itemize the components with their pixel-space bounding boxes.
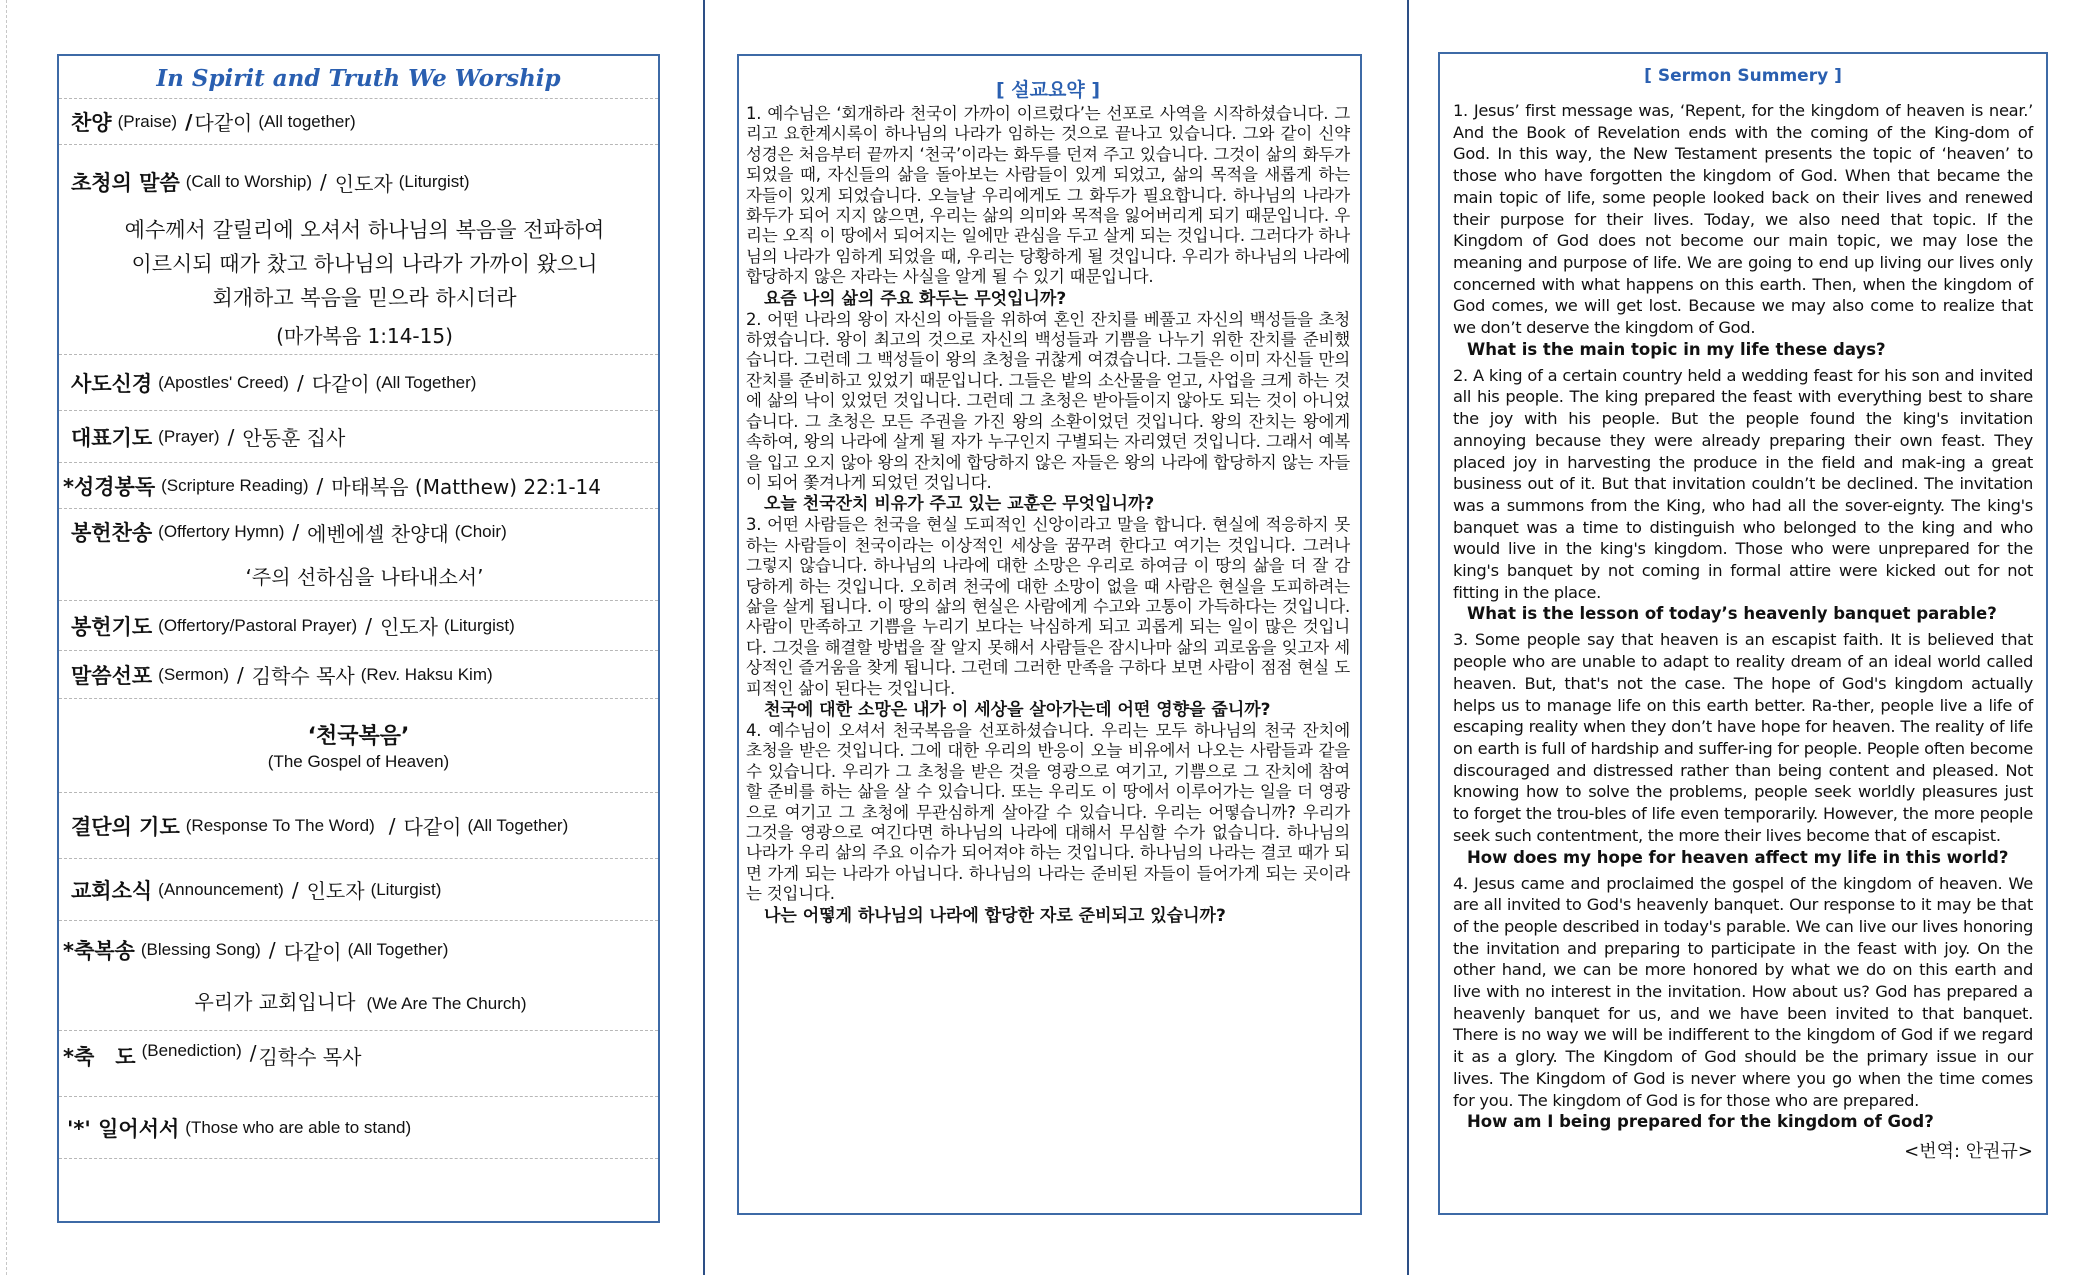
item-name: '*' 일어서서 [67, 1116, 180, 1141]
worship-item-response [59, 792, 658, 858]
item-separator: / [268, 938, 276, 962]
item-name-en: (Benediction) [141, 1041, 242, 1060]
item-leader-en: (Rev. Haksu Kim) [360, 664, 493, 684]
item-separator: / [292, 520, 300, 544]
worship-item-apostles-creed [59, 354, 658, 410]
item-leader: 다같이 [194, 111, 253, 135]
item-name-en: (Announcement) [158, 879, 284, 899]
stand-note [59, 1096, 658, 1158]
summary-question-3: How does my hope for heaven affect my life in this world? [1467, 847, 2009, 867]
sermon-summary-korean [737, 54, 1362, 1215]
summary-paragraph-3: 3. 어떤 사람들은 천국을 현실 도피적인 신앙이라고 말을 합니다. 현실에 적응하지 못하는 사람들이 천국이라는 이상적인 세상을 꿈꾸려 한다고 여기는 것입니다. 그러나 그렇지 않습니다. 하나님의 나라에 대한 소망은 우리로 하여금 이 땅의 삶을 더 잘 감당하게 하는 것입니다. 오히려 천국에 대한 소망이 없을 때 사람은 현실을 도피하려는 삶을 살게 됩니다. 이 땅의 삶의 현실은 사람에게 수고와 고통이 가득하다는 것입니다. 사람이 만족하고 기쁨을 누리기 보다는 낙심하게 되고 괴롭게 되는 일이 많은 것입니다. 그것을 해결할 방법을 잘 알지 못해서 사람들은 잠시나마 삶의 괴로움을 잊고자 세상적인 즐거움을 찾게 됩니다. 그런데 그러한 만족을 구하다 보면 사람이 점점 현실 도피적인 삶이 된다는 것입니다. [746, 515, 1350, 698]
summary-paragraph-1: 1. Jesus’ first message was, ‘Repent, for the kingdom of heaven is near.’ And the Book of Revelation ends with the coming of the King-dom of God. In this way, the New Testament presents the topic of ‘heaven’ to those who have forgotten the kingdom of God. When that became the main topic of life, some people looked back on their lives and renewed their purpose for their lives. Today, we also need that topic. If the Kingdom of God does not become our main topic, we may lose the meaning and purpose of life. We are going to end up living our lives only concerned with what happens on this earth. Then, when the kingdom of God comes, we will get lost. Because we may also come to realize that we don’t deserve the kingdom of God. [1453, 101, 2033, 338]
item-separator: / [237, 662, 244, 687]
item-leader: 인도자 [334, 171, 393, 196]
item-separator: / [296, 370, 304, 395]
summary-question-1: What is the main topic in my life these days? [1467, 339, 1886, 359]
worship-title: In Spirit and Truth We Worship [156, 65, 561, 92]
summary-question-3: 천국에 대한 소망은 내가 이 세상을 살아가는데 어떤 영향을 줍니까? [764, 699, 1271, 720]
item-name: 봉헌찬송 [71, 521, 153, 545]
fold-line-2 [1407, 0, 1409, 1275]
summary-title-ko: [ 설교요약 ] [995, 79, 1100, 101]
worship-item-call-to-worship [59, 144, 658, 354]
item-leader: 다같이 [403, 815, 462, 839]
item-leader: 인도자 [379, 615, 438, 639]
blessing-song-name: 우리가 교회입니다 [194, 990, 356, 1014]
blessing-song-name-en: (We Are The Church) [366, 994, 527, 1013]
item-separator: / [388, 813, 396, 838]
item-name-en: (Scripture Reading) [161, 475, 309, 495]
summary-question-2: What is the lesson of today’s heavenly banquet parable? [1467, 604, 1997, 624]
item-leader-en: (All Together) [467, 815, 569, 835]
item-name: 말씀선포 [71, 663, 153, 688]
item-leader: 다같이 [311, 372, 370, 396]
sermon-summary-english [1438, 52, 2048, 1215]
verse-line: 예수께서 갈릴리에 오셔서 하나님의 복음을 전파하여 [124, 218, 605, 242]
item-name: 찬양 [71, 110, 112, 135]
summary-question-2: 오늘 천국잔치 비유가 주고 있는 교훈은 무엇입니까? [764, 494, 1155, 515]
item-leader-en: (All together) [258, 111, 356, 131]
sermon-title-block [59, 698, 658, 792]
summary-paragraph-4: 4. 예수님이 오셔서 천국복음을 선포하셨습니다. 우리는 모두 하나님의 천국 잔치에 초청을 받은 것입니다. 그에 대한 우리의 반응이 오늘 비유에서 나오는 사람들과 같을 수 있습니다. 우리가 그 초청을 받은 것을 영광으로 여기고, 기쁨으로 그 잔치에 참여할 준비를 하는 삶을 살 수 있습니다. 또는 우리도 이 땅에서 이루어가는 일을 더 영광으로 여기고 그 초청에 무관심하게 살아갈 수 있습니다. 우리는 어떻습니까? 우리가 그것을 영광으로 여긴다면 하나님의 나라에 대해서 무심할 수가 없습니다. 하나님의 나라가 우리 삶의 주요 이슈가 되어져야 하는 것입니다. 하나님의 나라는 결코 때가 되면 가게 되는 나라가 아닙니다. 하나님의 나라는 준비된 자들이 들어가게 되는 곳이라는 것입니다. [746, 720, 1350, 904]
blessing-song-title [63, 979, 658, 1025]
item-leader: 김학수 목사 [251, 664, 355, 688]
verse-line: 회개하고 복음을 믿으라 하시더라 [212, 286, 517, 310]
item-name: *축 도 [63, 1045, 136, 1069]
item-separator: / [316, 473, 324, 498]
item-leader: 마태복음 (Matthew) 22:1-14 [331, 475, 602, 499]
worship-item-scripture-reading [59, 462, 658, 508]
item-leader-en: (Choir) [454, 522, 507, 541]
item-name: 사도신경 [71, 371, 153, 396]
item-leader-en: (Liturgist) [398, 172, 470, 191]
summary-paragraph-2: 2. 어떤 나라의 왕이 자신의 아들을 위하여 혼인 잔치를 베풀고 자신의 백성들을 초청하였습니다. 왕이 최고의 것으로 자신의 백성들과 기쁨을 나누기 위한 잔치를 준비했습니다. 그런데 그 백성들이 왕의 초청을 귀찮게 여겼습니다. 그들은 이미 자신들 만의 잔치를 준비하고 있었기 때문입니다. 그들은 밭의 소산물을 얻고, 사업을 크게 하는 것에 삶의 낙이 있었던 것입니다. 그런데 그 초청은 받아들이지 않아도 되는 것이 아니었습니다. 그 초청은 모든 주권을 가진 왕의 소환이었던 것입니다. 왕의 잔치는 왕에게 속하여, 왕의 나라에 살게 될 자가 누구인지 구별되는 자리였던 것입니다. 그래서 예복을 입고 오지 않아 왕의 잔치에 합당하지 않은 자들은 왕의 나라에 합당하지 않는 자들이 되어 쫓겨나게 되었던 것입니다. [746, 309, 1350, 492]
summary-paragraph-4: 4. Jesus came and proclaimed the gospel of the kingdom of heaven. We are all invited to God's heavenly banquet. Our response to it may be that of the people described in today's parable. We can live our lives honoring the invitation and preparing to participate in the feast with joy. On the other hand, we can be more honored by what we do on this earth and live with no interest in the invitation. How about us? God has prepared a heavenly banquet for us, and we have been invited to that banquet. There is no way we will be indifferent to the kingdom of God if we regard it as a glory. The Kingdom of God should be the primary issue in our lives. The Kingdom of God is never where you go when the time comes for you. The kingdom of God is for those who are prepared. [1453, 873, 2033, 1110]
item-separator: / [320, 170, 327, 194]
worship-item-sermon [59, 650, 658, 698]
fold-line-1 [703, 0, 705, 1275]
item-name-en: (Sermon) [158, 664, 230, 684]
sermon-title-en: (The Gospel of Heaven) [267, 752, 450, 771]
item-leader: 인도자 [306, 879, 365, 903]
offertory-hymn-title: ‘주의 선하심을 나타내소서’ [245, 565, 484, 589]
sermon-title: ‘천국복음’ [307, 724, 410, 749]
item-name: 초청의 말씀 [71, 171, 180, 195]
summary-question-4: 나는 어떻게 하나님의 나라에 합당한 자로 준비되고 있습니까? [764, 905, 1226, 926]
summary-question-1: 요즘 나의 삶의 주요 화두는 무엇입니까? [764, 288, 1067, 309]
translator-credit: <번역: 안권규> [1904, 1141, 2033, 1163]
worship-item-offertory-hymn [59, 508, 658, 600]
worship-item-benediction [59, 1030, 658, 1096]
item-name-en: (Apostles' Creed) [158, 372, 289, 392]
item-name: 교회소식 [71, 878, 153, 903]
worship-item-prayer [59, 410, 658, 462]
order-of-worship-panel [57, 54, 660, 1223]
item-name-en: (Prayer) [158, 426, 220, 446]
item-leader-en: (All Together) [347, 940, 449, 959]
summary-paragraph-2: 2. A king of a certain country held a wedding feast for his son and invited all his people. The king prepared the feast with everything best to share the joy with his people. But the people found the king's invitation annoying because they were already preparing their own feast. They placed joy in harvesting the produce in the field and mak-ing a great business out of it. But that invitation couldn’t be declined. The invitation was a summons from the King, who had all the sover-eignty. The king's banquet was a time to distinguish who belonged to the king and who would live in the king's kingdom. Those who were unprepared for the king's banquet by not coming in formal attire were kicked out for not fitting in the place. [1453, 365, 2033, 602]
empty-row [59, 1158, 658, 1188]
item-name: 봉헌기도 [71, 614, 153, 639]
item-separator: / [365, 613, 372, 638]
worship-item-blessing-song [59, 920, 658, 1030]
worship-item-announcement [59, 858, 658, 920]
item-name: *성경봉독 [63, 474, 156, 499]
summary-title-en: [ Sermon Summery ] [1644, 66, 1842, 86]
worship-item-praise [59, 98, 658, 144]
item-name-en: (Offertory/Pastoral Prayer) [158, 615, 358, 635]
item-leader-en: (All Together) [375, 372, 477, 392]
item-name-en: (Call to Worship) [185, 172, 313, 191]
item-leader: 안동훈 집사 [242, 426, 346, 450]
item-leader: 김학수 목사 [258, 1045, 362, 1069]
item-separator: / [227, 424, 235, 449]
item-name-en: (Those who are able to stand) [185, 1117, 412, 1137]
item-separator: / [249, 1041, 257, 1065]
summary-paragraph-3: 3. Some people say that heaven is an escapist faith. It is believed that people who are unable to adapt to reality dream of an ideal world called heaven. But, that's not the case. The hope of God's kingdom actually helps us to manage life on this earth better. Ra-ther, people live a life of escaping reality when they don’t have hope for heaven. The reality of life on earth is full of hardship and suffer-ing for people. People often become discouraged and distressed rather than being content and pleased. Not knowing how to solve the problems, people seek worldly pleasures just to forget the trou-bles of life even temporarily. However, the more people seek such contentment, the more their lives become that of escapist. [1453, 630, 2033, 845]
item-name: *축복송 [63, 939, 135, 963]
page-edge [6, 0, 7, 1275]
item-leader: 다같이 [283, 939, 342, 964]
item-separator: / [185, 109, 193, 134]
summary-question-4: How am I being prepared for the kingdom of God? [1467, 1112, 1934, 1132]
item-separator: / [291, 877, 299, 902]
item-leader: 에벤에셀 찬양대 [307, 521, 449, 546]
verse-line: 이르시되 때가 찼고 하나님의 나라가 가까이 왔으니 [131, 252, 598, 276]
verse-reference: (마가복음 1:14-15) [276, 324, 453, 348]
worship-item-offertory-prayer [59, 600, 658, 650]
item-leader-en: (Liturgist) [443, 615, 515, 635]
item-name: 대표기도 [71, 425, 153, 450]
item-leader-en: (Liturgist) [370, 879, 442, 899]
item-name-en: (Blessing Song) [140, 940, 261, 959]
item-name-en: (Response To The Word) [185, 815, 375, 835]
summary-paragraph-1: 1. 예수님은 ‘회개하라 천국이 가까이 이르렀다’는 선포로 사역을 시작하셨습니다. 그리고 요한계시록이 하나님의 나라가 임하는 것으로 끝나고 있습니다. 그와 같이 신약성경은 처음부터 끝까지 ‘천국’이라는 화두를 던져 주고 있습니다. 그것이 삶의 화두가 되었을 때, 자신들의 삶을 돌아보는 사람들이 있게 되었고, 삶의 목적을 새롭게 하는 자들이 있게 되었습니다. 오늘날 우리에게도 그 화두가 필요합니다. 하나님의 나라가 화두가 되어 지지 않으면, 우리는 삶의 의미와 목적을 잃어버리게 되기 때문입니다. 우리는 오직 이 땅에서 되어지는 일에만 관심을 두고 살게 되는 것입니다. 그러다가 하나님의 나라가 임하게 되었을 때, 우리는 당황하게 될 것입니다. 우리가 하나님의 나라에 합당하지 않은 자라는 사실을 알게 될 수 있기 때문입니다. [746, 104, 1350, 287]
call-verse [71, 211, 658, 353]
item-name-en: (Praise) [117, 111, 178, 131]
item-name: 결단의 기도 [71, 814, 180, 839]
item-name-en: (Offertory Hymn) [158, 522, 285, 541]
